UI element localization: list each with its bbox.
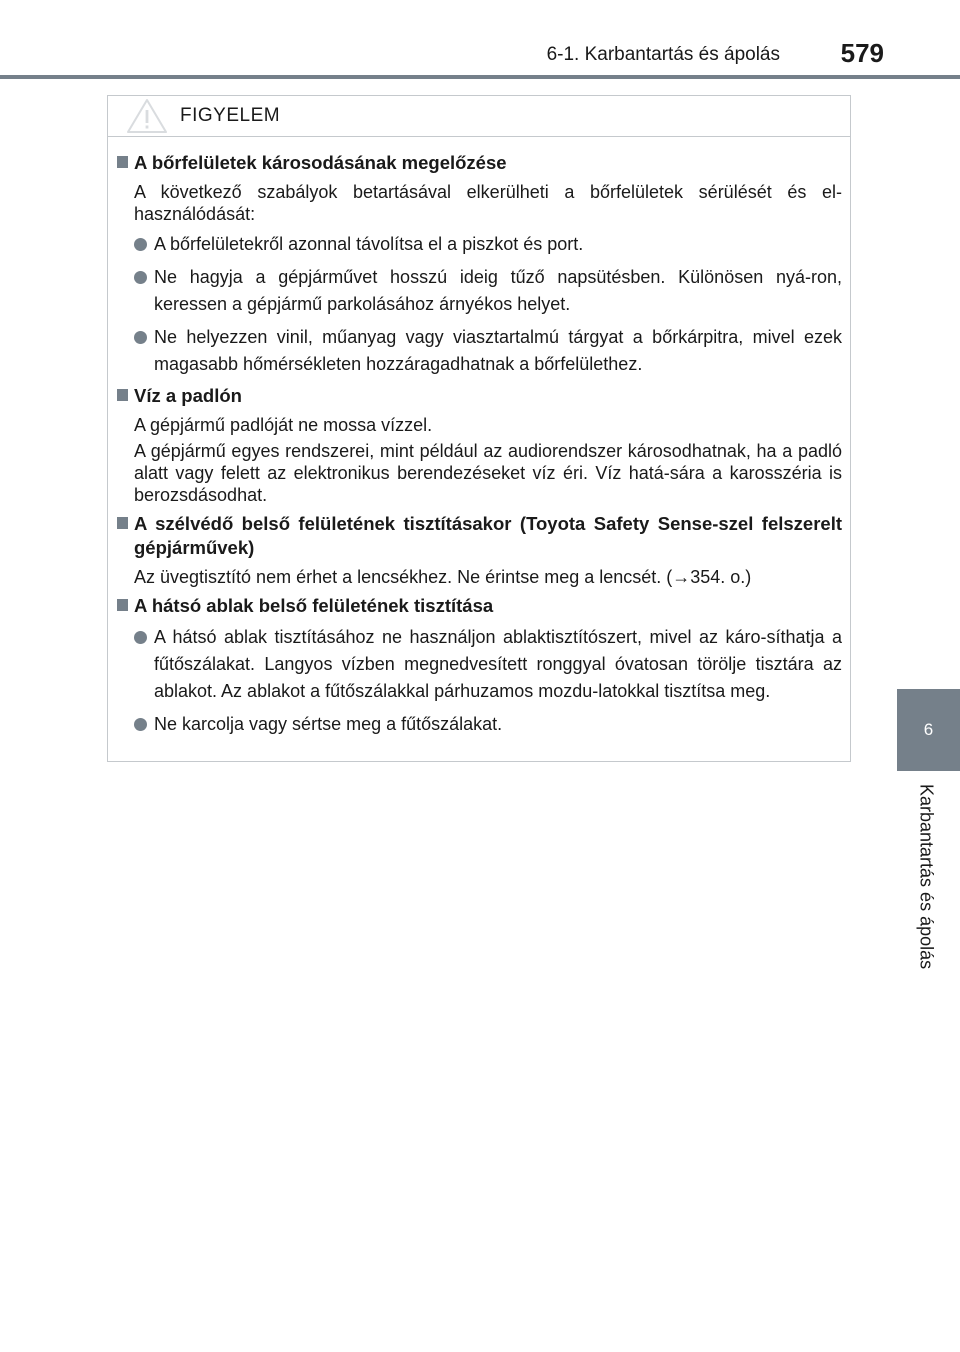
bullet-text: A bőrfelületekről azonnal távolítsa el a piszkot és port. <box>154 234 584 254</box>
bullet-item <box>116 711 842 738</box>
section-heading-text: A hátsó ablak belső felületének tisztítása <box>134 595 494 616</box>
header-rule <box>0 75 960 79</box>
section-paragraph: A következő szabályok betartásával elkerülheti a bőrfelületek sérülését és el-használódását: <box>134 182 842 224</box>
caution-title: FIGYELEM <box>180 105 281 126</box>
section-heading-text: A szélvédő belső felületének tisztításakor (Toyota Safety Sense-szel felszerelt gépjárművek) <box>134 513 842 558</box>
chapter-tab <box>897 689 960 771</box>
section-heading <box>116 512 842 560</box>
bullet-item <box>116 231 842 258</box>
section-heading-text: A bőrfelületek károsodásának megelőzése <box>134 152 507 173</box>
round-bullet-icon <box>134 271 147 284</box>
chapter-number: 6 <box>923 720 934 739</box>
square-bullet-icon <box>117 389 128 401</box>
round-bullet-icon <box>134 238 147 251</box>
section-heading <box>116 594 842 618</box>
square-bullet-icon <box>117 599 128 611</box>
section-heading-text: Víz a padlón <box>134 385 242 406</box>
bullet-text: Ne karcolja vagy sértse meg a fűtőszálakat. <box>154 714 503 734</box>
square-bullet-icon <box>117 517 128 529</box>
square-bullet-icon <box>117 156 128 168</box>
chapter-label: Karbantartás és ápolás <box>916 784 937 970</box>
section-heading <box>116 151 842 175</box>
caution-header <box>108 96 850 137</box>
bullet-item <box>116 324 842 378</box>
section-paragraph: Az üvegtisztító nem érhet a lencsékhez. Ne érintse meg a lencsét. (→354. o.) <box>134 567 752 587</box>
section-paragraph: A gépjármű padlóját ne mossa vízzel. <box>134 415 433 435</box>
caution-body <box>108 137 850 738</box>
bullet-text: Ne hagyja a gépjárművet hosszú ideig tűző napsütésben. Különösen nyá-ron, keressen a gépjármű parkolásához árnyékos helyet. <box>154 267 842 314</box>
header-title: 6-1. Karbantartás és ápolás <box>546 44 780 65</box>
section-paragraph: A gépjármű egyes rendszerei, mint például az audiorendszer károsodhatnak, ha a padló alatt vagy felett az elektronikus berendezéseket víz éri. Víz hatá-sára a karosszéria is berozsdásodhat. <box>134 441 842 505</box>
page-number: 579 <box>840 38 884 68</box>
section-heading <box>116 384 842 408</box>
bullet-item <box>116 264 842 318</box>
bullet-item <box>116 624 842 705</box>
bullet-text: A hátsó ablak tisztításához ne használjon ablaktisztítószert, mivel az káro-síthatja a fűtőszálakat. Langyos vízben megnedvesített ronggyal óvatosan törölje tisztára az ablakot. Az ablakot a fűtőszálakkal párhuzamos mozdu-latokkal tisztítsa meg. <box>154 627 842 701</box>
round-bullet-icon <box>134 331 147 344</box>
round-bullet-icon <box>134 631 147 644</box>
caution-box <box>107 95 851 762</box>
bullet-text: Ne helyezzen vinil, műanyag vagy viasztartalmú tárgyat a bőrkárpitra, mivel ezek magasabb hőmérsékleten hozzáragadhatnak a bőrfelülethez. <box>154 327 842 374</box>
round-bullet-icon <box>134 718 147 731</box>
warning-triangle-icon <box>126 98 168 134</box>
